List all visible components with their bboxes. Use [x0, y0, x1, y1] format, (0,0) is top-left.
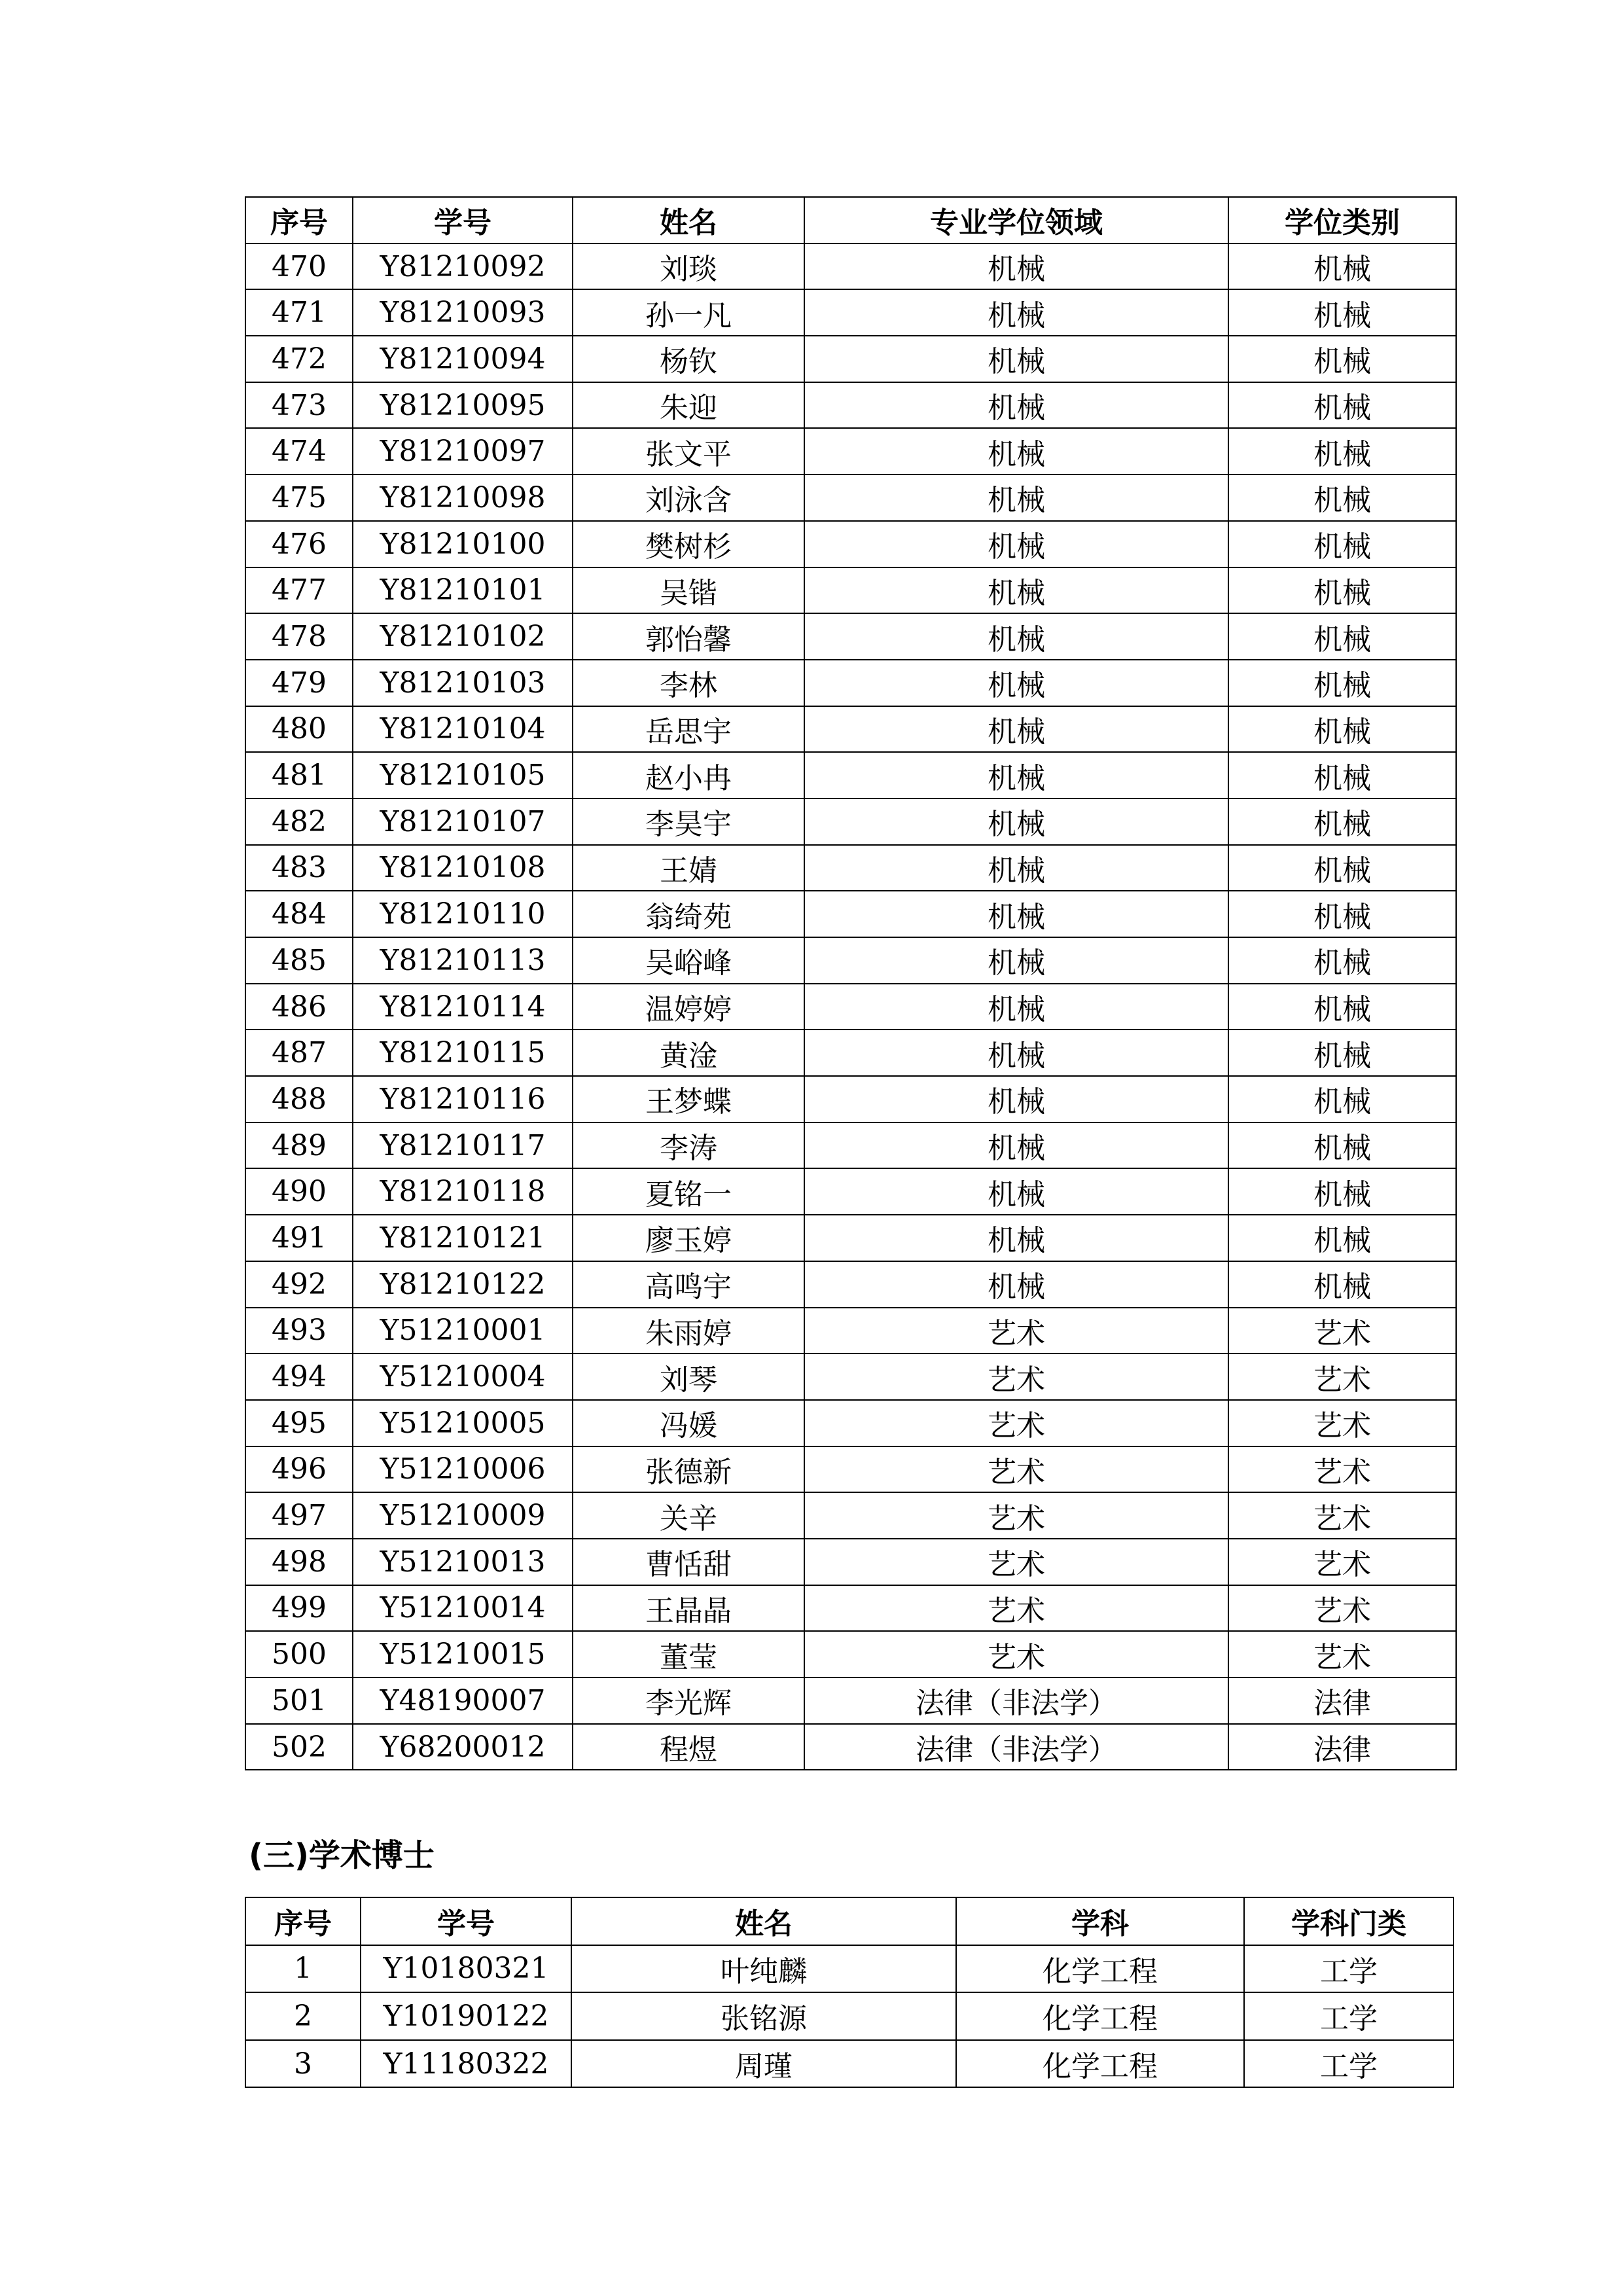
cell-name: 高鸣宇	[573, 1261, 804, 1308]
cell-field: 机械	[804, 521, 1228, 567]
cell-student-id: Y81210118	[353, 1168, 573, 1215]
cell-student-id: Y51210005	[353, 1400, 573, 1446]
cell-student-id: Y10190122	[361, 1992, 571, 2040]
cell-field: 机械	[804, 1122, 1228, 1169]
cell-field: 化学工程	[956, 1945, 1244, 1993]
cell-index: 502	[245, 1724, 353, 1770]
cell-name: 杨钦	[573, 336, 804, 382]
cell-field: 艺术	[804, 1539, 1228, 1585]
cell-student-id: Y81210117	[353, 1122, 573, 1169]
cell-student-id: Y81210098	[353, 475, 573, 521]
cell-degree-type: 艺术	[1228, 1400, 1456, 1446]
cell-degree-type: 机械	[1228, 798, 1456, 845]
cell-student-id: Y81210097	[353, 428, 573, 475]
cell-name: 张德新	[573, 1446, 804, 1493]
cell-degree-type: 机械	[1228, 706, 1456, 753]
cell-student-id: Y51210014	[353, 1585, 573, 1632]
table-row	[245, 521, 1456, 567]
cell-index: 474	[245, 428, 353, 475]
cell-field: 机械	[804, 706, 1228, 753]
cell-index: 488	[245, 1076, 353, 1122]
cell-degree-type: 艺术	[1228, 1354, 1456, 1400]
cell-name: 李林	[573, 660, 804, 706]
table-row	[245, 1076, 1456, 1122]
cell-index: 476	[245, 521, 353, 567]
professional-degree-table	[245, 196, 1457, 1770]
cell-student-id: Y81210100	[353, 521, 573, 567]
cell-field: 机械	[804, 937, 1228, 984]
cell-index: 472	[245, 336, 353, 382]
cell-student-id: Y48190007	[353, 1677, 573, 1724]
cell-student-id: Y81210102	[353, 613, 573, 660]
cell-name: 李昊宇	[573, 798, 804, 845]
cell-name: 岳思宇	[573, 706, 804, 753]
cell-name: 翁绮苑	[573, 891, 804, 937]
cell-field: 机械	[804, 984, 1228, 1030]
cell-student-id: Y81210105	[353, 752, 573, 798]
cell-index: 495	[245, 1400, 353, 1446]
cell-degree-type: 法律	[1228, 1677, 1456, 1724]
cell-name: 刘琰	[573, 243, 804, 290]
header-name: 姓名	[571, 1897, 956, 1945]
cell-name: 董莹	[573, 1631, 804, 1677]
table-header-row	[245, 197, 1456, 243]
cell-student-id: Y51210004	[353, 1354, 573, 1400]
table-row	[245, 1585, 1456, 1632]
cell-index: 484	[245, 891, 353, 937]
header-student-id: 学号	[361, 1897, 571, 1945]
cell-field: 艺术	[804, 1585, 1228, 1632]
cell-name: 李光辉	[573, 1677, 804, 1724]
cell-degree-type: 机械	[1228, 752, 1456, 798]
cell-index: 480	[245, 706, 353, 753]
cell-field: 机械	[804, 382, 1228, 429]
cell-field: 机械	[804, 613, 1228, 660]
cell-index: 498	[245, 1539, 353, 1585]
cell-student-id: Y81210093	[353, 289, 573, 336]
cell-field: 机械	[804, 289, 1228, 336]
table-row	[245, 798, 1456, 845]
table-row	[245, 1539, 1456, 1585]
cell-degree-type: 机械	[1228, 937, 1456, 984]
cell-degree-type: 工学	[1244, 2040, 1454, 2088]
cell-name: 程煜	[573, 1724, 804, 1770]
cell-student-id: Y68200012	[353, 1724, 573, 1770]
cell-student-id: Y51210013	[353, 1539, 573, 1585]
cell-index: 493	[245, 1308, 353, 1354]
cell-student-id: Y51210015	[353, 1631, 573, 1677]
cell-name: 刘泳含	[573, 475, 804, 521]
cell-name: 刘琴	[573, 1354, 804, 1400]
cell-student-id: Y81210107	[353, 798, 573, 845]
cell-degree-type: 机械	[1228, 1076, 1456, 1122]
cell-index: 483	[245, 845, 353, 891]
table-row	[245, 382, 1456, 429]
cell-degree-type: 机械	[1228, 1030, 1456, 1076]
cell-student-id: Y81210103	[353, 660, 573, 706]
cell-degree-type: 艺术	[1228, 1539, 1456, 1585]
cell-student-id: Y81210113	[353, 937, 573, 984]
cell-degree-type: 机械	[1228, 428, 1456, 475]
cell-degree-type: 艺术	[1228, 1585, 1456, 1632]
cell-student-id: Y81210110	[353, 891, 573, 937]
cell-student-id: Y10180321	[361, 1945, 571, 1993]
section-title: (三)学术博士	[249, 1837, 435, 1874]
cell-field: 机械	[804, 660, 1228, 706]
header-field: 专业学位领域	[804, 197, 1228, 243]
cell-degree-type: 机械	[1228, 1261, 1456, 1308]
table-row	[245, 984, 1456, 1030]
table-row	[245, 891, 1456, 937]
cell-student-id: Y81210092	[353, 243, 573, 290]
cell-name: 吴锴	[573, 567, 804, 614]
cell-field: 机械	[804, 336, 1228, 382]
cell-name: 温婷婷	[573, 984, 804, 1030]
cell-student-id: Y81210095	[353, 382, 573, 429]
academic-doctor-table	[245, 1897, 1454, 2088]
header-discipline: 学科	[956, 1897, 1244, 1945]
table-row	[245, 845, 1456, 891]
cell-index: 479	[245, 660, 353, 706]
cell-student-id: Y81210101	[353, 567, 573, 614]
cell-degree-type: 工学	[1244, 1992, 1454, 2040]
cell-field: 机械	[804, 1030, 1228, 1076]
cell-name: 叶纯麟	[571, 1945, 956, 1993]
table-row	[245, 1492, 1456, 1539]
table-row	[245, 937, 1456, 984]
cell-field: 机械	[804, 567, 1228, 614]
cell-name: 关辛	[573, 1492, 804, 1539]
table-row	[245, 1308, 1456, 1354]
table-row	[245, 1215, 1456, 1261]
cell-degree-type: 机械	[1228, 382, 1456, 429]
cell-degree-type: 机械	[1228, 521, 1456, 567]
cell-field: 机械	[804, 475, 1228, 521]
cell-index: 471	[245, 289, 353, 336]
cell-name: 张铭源	[571, 1992, 956, 2040]
cell-degree-type: 机械	[1228, 845, 1456, 891]
table-row	[245, 1400, 1456, 1446]
cell-field: 艺术	[804, 1492, 1228, 1539]
cell-field: 艺术	[804, 1354, 1228, 1400]
cell-index: 1	[245, 1945, 361, 1993]
table-row	[245, 1945, 1454, 1993]
table-row	[245, 1724, 1456, 1770]
cell-degree-type: 艺术	[1228, 1308, 1456, 1354]
cell-field: 机械	[804, 752, 1228, 798]
cell-student-id: Y81210115	[353, 1030, 573, 1076]
cell-student-id: Y81210094	[353, 336, 573, 382]
cell-field: 机械	[804, 1168, 1228, 1215]
cell-field: 机械	[804, 1076, 1228, 1122]
cell-index: 3	[245, 2040, 361, 2088]
table-row	[245, 289, 1456, 336]
cell-index: 477	[245, 567, 353, 614]
cell-student-id: Y81210104	[353, 706, 573, 753]
cell-field: 艺术	[804, 1631, 1228, 1677]
table-row	[245, 1677, 1456, 1724]
cell-name: 朱雨婷	[573, 1308, 804, 1354]
cell-name: 王婧	[573, 845, 804, 891]
table-row	[245, 752, 1456, 798]
cell-student-id: Y81210121	[353, 1215, 573, 1261]
cell-student-id: Y81210122	[353, 1261, 573, 1308]
table-row	[245, 567, 1456, 614]
cell-field: 机械	[804, 1261, 1228, 1308]
cell-field: 艺术	[804, 1446, 1228, 1493]
cell-name: 冯媛	[573, 1400, 804, 1446]
cell-index: 491	[245, 1215, 353, 1261]
cell-index: 473	[245, 382, 353, 429]
cell-index: 492	[245, 1261, 353, 1308]
cell-name: 郭怡馨	[573, 613, 804, 660]
cell-index: 499	[245, 1585, 353, 1632]
cell-student-id: Y11180322	[361, 2040, 571, 2088]
cell-field: 法律（非法学）	[804, 1677, 1228, 1724]
cell-index: 470	[245, 243, 353, 290]
cell-degree-type: 机械	[1228, 289, 1456, 336]
table-row	[245, 1446, 1456, 1493]
cell-degree-type: 机械	[1228, 613, 1456, 660]
cell-field: 法律（非法学）	[804, 1724, 1228, 1770]
cell-field: 机械	[804, 1215, 1228, 1261]
cell-index: 489	[245, 1122, 353, 1169]
cell-degree-type: 机械	[1228, 660, 1456, 706]
cell-index: 475	[245, 475, 353, 521]
cell-name: 周瑾	[571, 2040, 956, 2088]
cell-name: 朱迎	[573, 382, 804, 429]
table-row	[245, 428, 1456, 475]
cell-degree-type: 艺术	[1228, 1492, 1456, 1539]
cell-index: 494	[245, 1354, 353, 1400]
header-student-id: 学号	[353, 197, 573, 243]
cell-field: 机械	[804, 428, 1228, 475]
cell-degree-type: 机械	[1228, 567, 1456, 614]
cell-field: 艺术	[804, 1400, 1228, 1446]
cell-field: 化学工程	[956, 2040, 1244, 2088]
header-index: 序号	[245, 1897, 361, 1945]
cell-name: 赵小冉	[573, 752, 804, 798]
header-name: 姓名	[573, 197, 804, 243]
cell-index: 501	[245, 1677, 353, 1724]
table-row	[245, 660, 1456, 706]
cell-name: 王晶晶	[573, 1585, 804, 1632]
header-degree-type: 学位类别	[1228, 197, 1456, 243]
cell-student-id: Y51210001	[353, 1308, 573, 1354]
table-header-row	[245, 1897, 1454, 1945]
cell-student-id: Y51210009	[353, 1492, 573, 1539]
table-row	[245, 243, 1456, 290]
table-row	[245, 336, 1456, 382]
cell-student-id: Y81210114	[353, 984, 573, 1030]
cell-index: 478	[245, 613, 353, 660]
cell-index: 481	[245, 752, 353, 798]
cell-degree-type: 机械	[1228, 475, 1456, 521]
cell-index: 490	[245, 1168, 353, 1215]
header-index: 序号	[245, 197, 353, 243]
cell-index: 486	[245, 984, 353, 1030]
cell-field: 机械	[804, 845, 1228, 891]
cell-student-id: Y81210116	[353, 1076, 573, 1122]
table-row	[245, 1168, 1456, 1215]
cell-name: 李涛	[573, 1122, 804, 1169]
header-discipline-category: 学科门类	[1244, 1897, 1454, 1945]
cell-degree-type: 机械	[1228, 1122, 1456, 1169]
cell-student-id: Y81210108	[353, 845, 573, 891]
cell-degree-type: 机械	[1228, 984, 1456, 1030]
cell-degree-type: 机械	[1228, 1215, 1456, 1261]
cell-degree-type: 机械	[1228, 336, 1456, 382]
cell-field: 机械	[804, 891, 1228, 937]
cell-field: 化学工程	[956, 1992, 1244, 2040]
cell-name: 曹恬甜	[573, 1539, 804, 1585]
cell-degree-type: 工学	[1244, 1945, 1454, 1993]
table-row	[245, 1122, 1456, 1169]
cell-index: 487	[245, 1030, 353, 1076]
table-row	[245, 613, 1456, 660]
cell-degree-type: 艺术	[1228, 1446, 1456, 1493]
cell-index: 496	[245, 1446, 353, 1493]
cell-index: 497	[245, 1492, 353, 1539]
cell-degree-type: 艺术	[1228, 1631, 1456, 1677]
cell-index: 485	[245, 937, 353, 984]
cell-degree-type: 机械	[1228, 891, 1456, 937]
cell-student-id: Y51210006	[353, 1446, 573, 1493]
table-row	[245, 475, 1456, 521]
cell-field: 艺术	[804, 1308, 1228, 1354]
cell-name: 吴峪峰	[573, 937, 804, 984]
cell-name: 王梦蝶	[573, 1076, 804, 1122]
cell-name: 张文平	[573, 428, 804, 475]
table-row	[245, 1631, 1456, 1677]
table-row	[245, 1354, 1456, 1400]
cell-index: 500	[245, 1631, 353, 1677]
cell-field: 机械	[804, 798, 1228, 845]
cell-name: 樊树杉	[573, 521, 804, 567]
table-row	[245, 1030, 1456, 1076]
cell-name: 黄淦	[573, 1030, 804, 1076]
table-row	[245, 1261, 1456, 1308]
table-row	[245, 2040, 1454, 2088]
cell-name: 廖玉婷	[573, 1215, 804, 1261]
cell-field: 机械	[804, 243, 1228, 290]
cell-degree-type: 法律	[1228, 1724, 1456, 1770]
table-row	[245, 706, 1456, 753]
cell-degree-type: 机械	[1228, 243, 1456, 290]
cell-name: 夏铭一	[573, 1168, 804, 1215]
table-row	[245, 1992, 1454, 2040]
cell-degree-type: 机械	[1228, 1168, 1456, 1215]
cell-index: 482	[245, 798, 353, 845]
cell-name: 孙一凡	[573, 289, 804, 336]
cell-index: 2	[245, 1992, 361, 2040]
